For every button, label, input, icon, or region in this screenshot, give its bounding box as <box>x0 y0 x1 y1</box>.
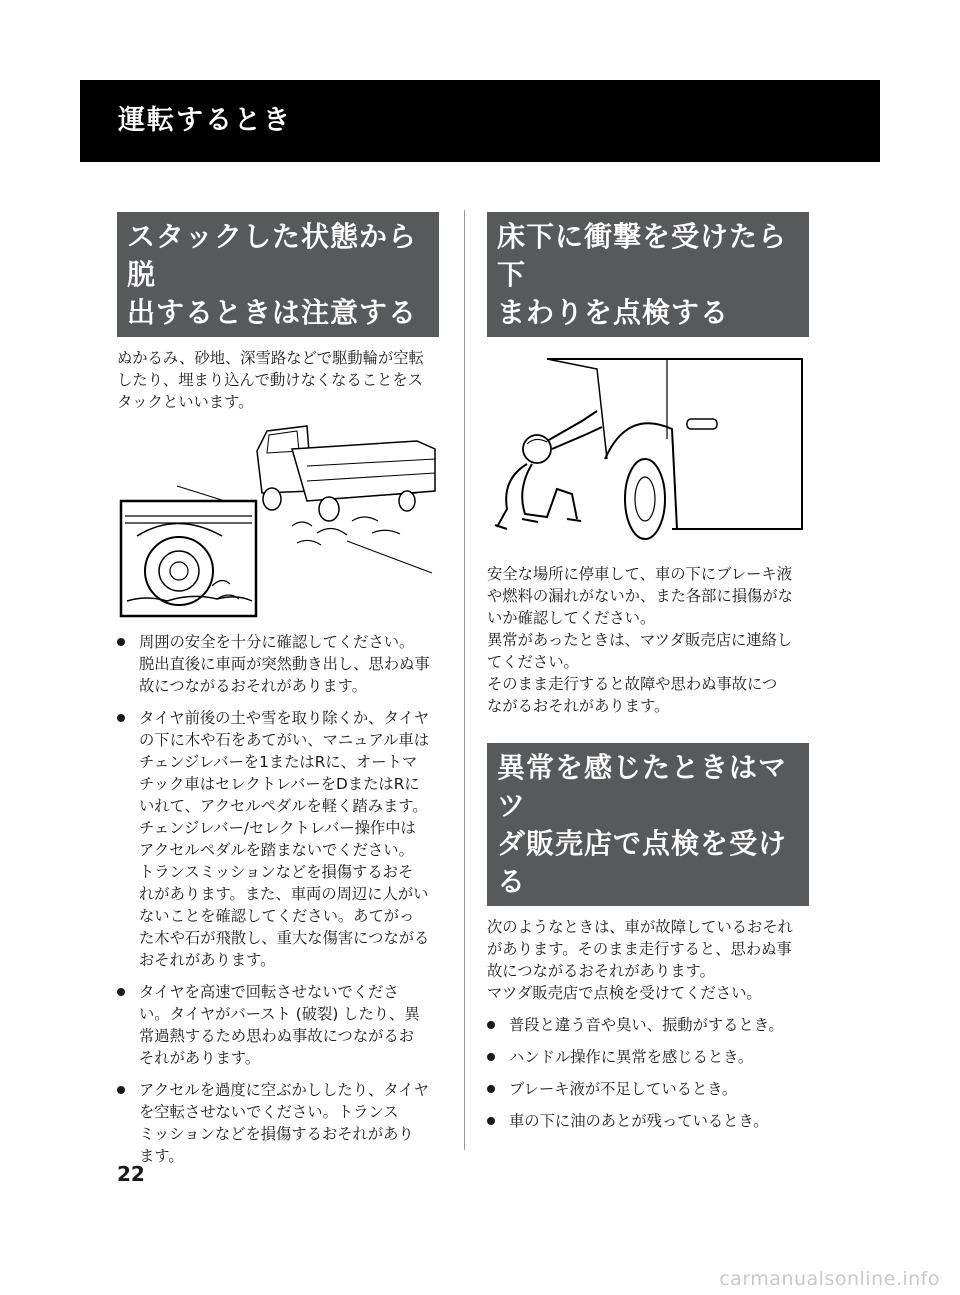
list-item <box>117 707 439 971</box>
list-item <box>117 981 439 1069</box>
text-line: ながるおそれがあります。 <box>487 697 670 715</box>
stuck-precautions-list <box>117 631 439 1167</box>
chapter-title: 運転するとき <box>118 105 292 136</box>
text-line: 異常があったときは、マツダ販売店に連絡し <box>487 631 793 649</box>
left-column <box>117 212 439 1177</box>
bullet-dot <box>487 1085 495 1093</box>
section-heading-stuck <box>117 212 439 337</box>
bullet-dot <box>487 1053 495 1061</box>
text-line: タイヤ前後の土や雪を取り除くか、タイヤ <box>139 709 430 727</box>
text-line: があります。そのまま走行すると、思わぬ事 <box>487 940 792 958</box>
text-line: いれて、アクセルペダルを軽く踏みます。 <box>139 797 428 815</box>
bullet-dot <box>117 1086 125 1094</box>
text-line: アクセルを過度に空ぶかししたり、タイヤ <box>139 1081 429 1099</box>
list-item <box>117 1079 439 1167</box>
list-item <box>487 1046 809 1068</box>
abnormal-paragraph <box>487 916 809 1004</box>
text-line: 車の下に油のあとが残っているとき。 <box>509 1112 769 1130</box>
footer-watermark: carmanualsonline.info <box>719 1268 940 1290</box>
heading-line: 床下に衝撃を受けたら下 <box>497 220 788 291</box>
text-line: 次のようなときは、車が故障しているおそれ <box>487 918 793 936</box>
bullet-dot <box>117 988 125 996</box>
section-heading-abnormal <box>487 743 809 906</box>
text-line: アクセルペダルを踏まないでください。 <box>139 841 414 859</box>
list-item <box>487 1078 809 1100</box>
chapter-header <box>80 80 880 162</box>
text-line: おそれがあります。 <box>139 951 276 969</box>
text-line: チェンジレバーを1またはRに、オートマ <box>139 753 418 771</box>
text-line: 脱出直後に車両が突然動き出し、思わぬ事 <box>139 655 430 673</box>
text-line: 常過熱するため思わぬ事故につながるお <box>139 1027 415 1045</box>
text-line: 故につながるおそれがあります。 <box>487 962 715 980</box>
text-line: そのまま走行すると故障や思わぬ事故につ <box>487 675 778 693</box>
text-line: トランスミッションなどを損傷するおそ <box>139 863 414 881</box>
text-line: マツダ販売店で点検を受けてください。 <box>487 984 762 1002</box>
text-line: 周囲の安全を十分に確認してください。 <box>139 633 415 651</box>
text-line: ないことを確認してください。あてがっ <box>139 907 415 925</box>
bullet-dot <box>117 714 125 722</box>
text-line: チック車はセレクトレバーをDまたはRに <box>139 775 420 793</box>
text-line: いか確認してください。 <box>487 609 656 627</box>
underbody-paragraph <box>487 563 809 717</box>
text-line: ミッションなどを損傷するおそれがあり <box>139 1125 414 1143</box>
text-line: れがあります。また、車両の周辺に人がい <box>139 885 429 903</box>
stuck-truck-illustration <box>117 421 439 621</box>
stuck-intro <box>117 347 439 413</box>
underbody-inspection-illustration <box>487 349 809 549</box>
page-number: 22 <box>117 1162 145 1186</box>
text-line: 安全な場所に停車して、車の下にブレーキ液 <box>487 565 793 583</box>
text-line: や燃料の漏れがないか、また各部に損傷がな <box>487 587 793 605</box>
section-heading-underbody <box>487 212 809 337</box>
bullet-dot <box>117 638 125 646</box>
text-line: したり、埋まり込んで動けなくなることをス <box>117 371 423 389</box>
text-line: た木や石が飛散し、重大な傷害につながる <box>139 929 430 947</box>
right-column <box>487 212 809 1142</box>
text-line: ハンドル操作に異常を感じるとき。 <box>509 1048 754 1066</box>
text-line: い。タイヤがバースト (破裂) したり、異 <box>139 1005 420 1023</box>
text-line: 普段と違う音や臭い、振動がするとき。 <box>509 1016 784 1034</box>
abnormal-signs-list <box>487 1014 809 1132</box>
text-line: ブレーキ液が不足しているとき。 <box>509 1080 738 1098</box>
list-item <box>487 1014 809 1036</box>
text-line: 故につながるおそれがあります。 <box>139 677 367 695</box>
text-line: タックといいます。 <box>117 393 254 411</box>
column-divider <box>464 210 465 1150</box>
list-item <box>117 631 439 697</box>
bullet-dot <box>487 1021 495 1029</box>
text-line: の下に木や石をあてがい、マニュアル車は <box>139 731 430 749</box>
heading-line: 出するときは注意する <box>127 296 418 329</box>
text-line: ます。 <box>139 1147 184 1165</box>
text-line: チェンジレバー/セレクトレバー操作中は <box>139 819 416 837</box>
text-line: てください。 <box>487 653 579 671</box>
list-item <box>487 1110 809 1132</box>
text-line: ぬかるみ、砂地、深雪路などで駆動輪が空転 <box>117 349 424 367</box>
text-line: を空転させないでください。トランス <box>139 1103 399 1121</box>
heading-line: 異常を感じたときはマツ <box>497 751 788 822</box>
bullet-dot <box>487 1117 495 1125</box>
text-line: それがあります。 <box>139 1049 261 1067</box>
heading-line: スタックした状態から脱 <box>127 220 418 291</box>
text-line: タイヤを高速で回転させないでくださ <box>139 983 399 1001</box>
heading-line: ダ販売店で点検を受ける <box>497 827 788 898</box>
heading-line: まわりを点検する <box>497 296 730 329</box>
